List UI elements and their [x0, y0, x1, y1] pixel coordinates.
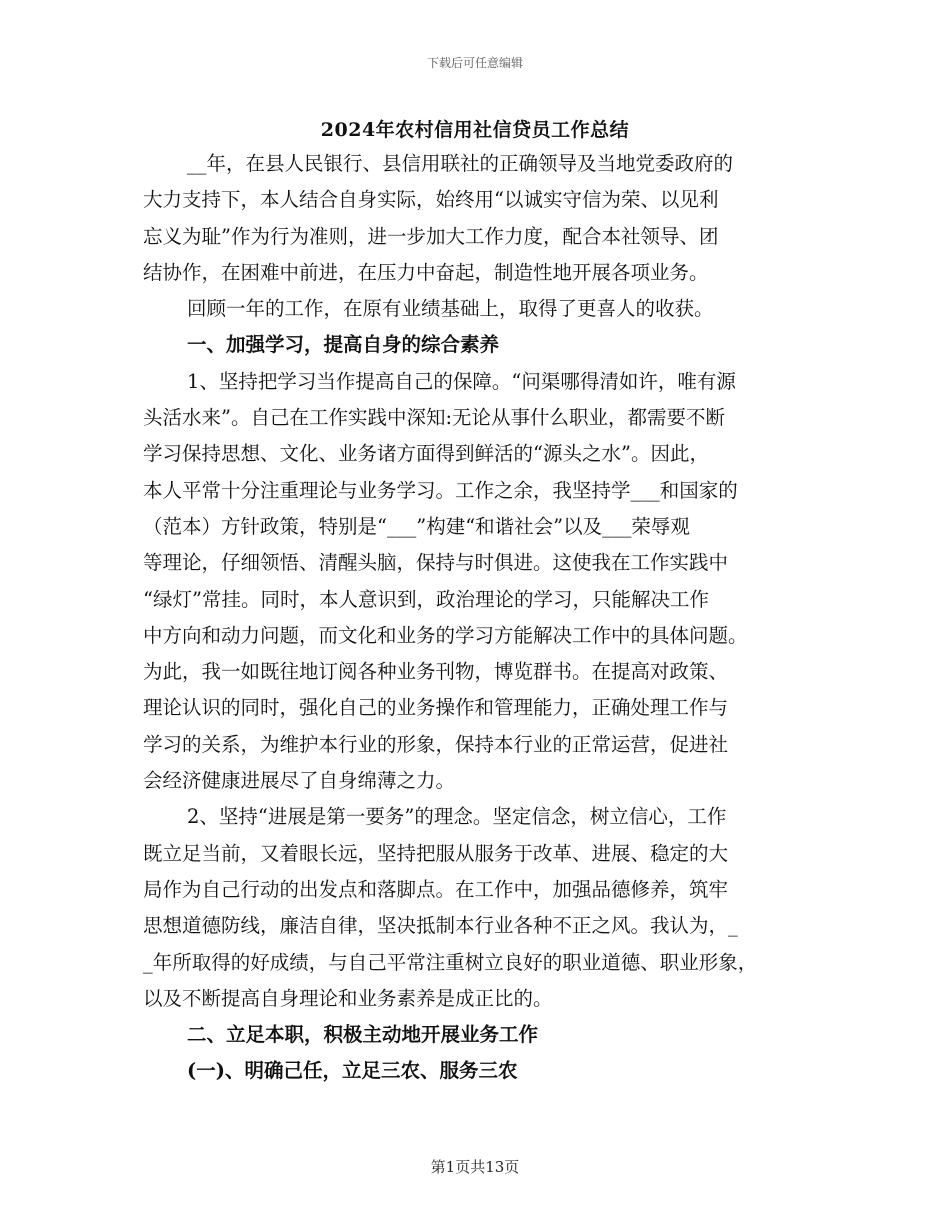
- paragraph-line: 为此，我一如既往地订阅各种业务刊物，博览群书。在提高对政策、: [143, 660, 729, 684]
- paragraph-line: 等理论，仔细领悟、清醒头脑，保持与时俱进。这使我在工作实践中: [143, 551, 729, 575]
- paragraph-line: 局作为自己行动的出发点和落脚点。在工作中，加强品德修养，筑牢: [143, 877, 729, 901]
- paragraph-line: 大力支持下，本人结合自身实际，始终用“以诚实守信为荣、以见利: [143, 188, 719, 212]
- section-heading: 二、立足本职，积极主动地开展业务工作: [187, 1023, 539, 1047]
- paragraph-line: _年所取得的好成绩，与自己平常注重树立良好的职业道德、职业形象，: [143, 950, 758, 974]
- paragraph-line: 1、坚持把学习当作提高自己的保障。“问渠哪得清如许，唯有源: [187, 369, 736, 393]
- header-note: 下载后可任意编辑: [426, 56, 523, 70]
- document-title: 2024年农村信用社信贷员工作总结: [320, 119, 630, 141]
- paragraph-line: __年，在县人民银行、县信用联社的正确领导及当地党委政府的: [187, 152, 734, 175]
- document-body: [143, 146, 813, 1090]
- paragraph-line: 忘义为耻”作为行为准则，进一步加大工作力度，配合本社领导、团: [143, 224, 719, 248]
- subsection-heading: (一)、明确己任，立足三农、服务三农: [187, 1059, 518, 1083]
- paragraph-line: 会经济健康进展尽了自身绵薄之力。: [143, 769, 456, 793]
- paragraph-line: “绿灯”常挂。同时，本人意识到，政治理论的学习，只能解决工作: [143, 587, 709, 611]
- paragraph-line: 以及不断提高自身理论和业务素养是成正比的。: [143, 986, 553, 1010]
- paragraph-line: 结协作，在困难中前进，在压力中奋起，制造性地开展各项业务。: [143, 260, 709, 284]
- paragraph-line: 学习保持思想、文化、业务诸方面得到鲜活的“源头之水”。因此，: [143, 442, 709, 466]
- paragraph-line: 学习的关系，为维护本行业的形象，保持本行业的正常运营，促进社: [143, 732, 729, 756]
- section-heading: 一、加强学习，提高自身的综合素养: [187, 333, 500, 357]
- paragraph-line: 思想道德防线，廉洁自律，坚决抵制本行业各种不正之风。我认为，_: [143, 914, 738, 938]
- paragraph-line: 本人平常十分注重理论与业务学习。工作之余，我坚持学___和国家的: [143, 478, 738, 502]
- page-footer: 第1页共13页: [430, 1158, 520, 1176]
- paragraph-line: 回顾一年的工作，在原有业绩基础上，取得了更喜人的收获。: [187, 297, 714, 321]
- paragraph-line: 理论认识的同时，强化自己的业务操作和管理能力，正确处理工作与: [143, 696, 729, 720]
- paragraph-line: 中方向和动力问题，而文化和业务的学习方能解决工作中的具体问题。: [143, 623, 748, 647]
- paragraph-line: （范本）方针政策，特别是“___”构建“和谐社会”以及___荣辱观: [143, 514, 690, 538]
- paragraph-line: 头活水来”。自己在工作实践中深知:无论从事什么职业，都需要不断: [143, 406, 726, 430]
- paragraph-line: 2、坚持“进展是第一要务”的理念。坚定信念，树立信心，工作: [187, 805, 727, 829]
- paragraph-line: 既立足当前，又着眼长远，坚持把服从服务于改革、进展、稳定的大: [143, 841, 729, 865]
